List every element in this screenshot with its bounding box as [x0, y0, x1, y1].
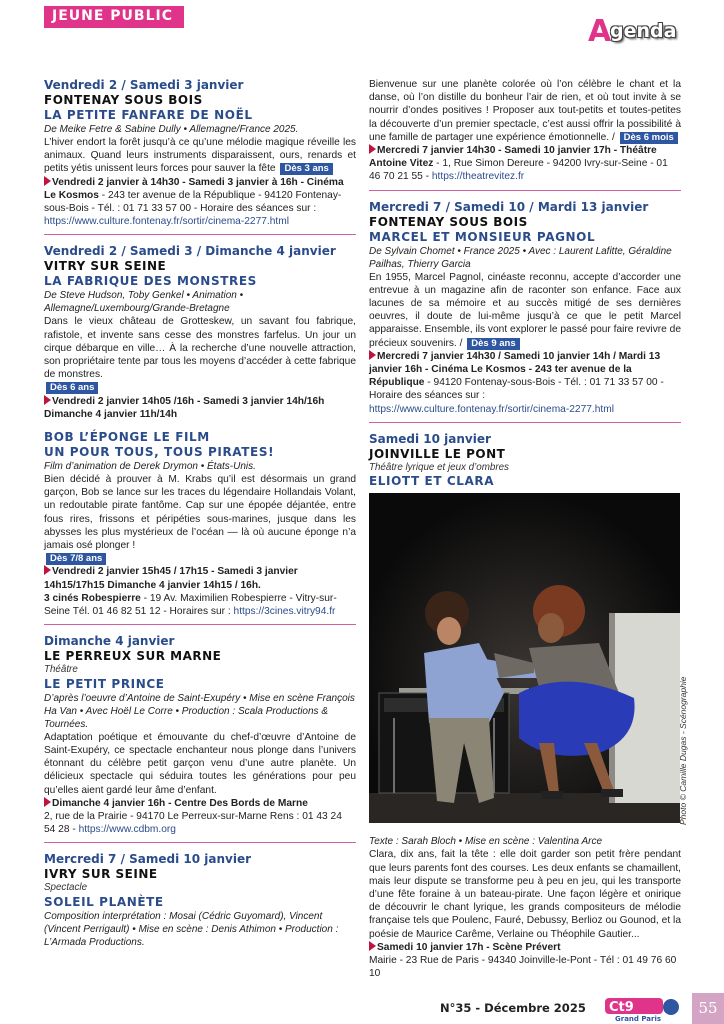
event-link[interactable]: https://theatrevitez.fr	[431, 171, 525, 183]
schedule-details: - 243 ter avenue de la République - 94120 Fontenay-sous-Bois - Tél. : 01 71 33 57 00 - Horaire des séances sur :	[44, 189, 342, 215]
venue-details: - 19 Av. Maximilien Robespierre - Vitry-sur-Seine Tél. 01 46 82 51 12 - Horaires sur :	[44, 592, 337, 618]
event-description-text: L’hiver endort la forêt jusqu’à ce qu’une mélodie magique réveille les animaux. Quand leurs instruments disparaissent, ours, renards et petits yétis unissent leurs forces pour sauver la fête	[44, 137, 356, 175]
event-description: Bien décidé à prouver à M. Krabs qu’il est désormais un grand garçon, Bob se lance sur les traces du légendaire Hollandais Volant, un redoutable pirate fantôme. Cap sur une épopée déjantée, entre fous rires, frissons et péripéties sous-marines, jusque dans les abysses les plus mystérieux de l’océan — là où aucune éponge n’a jamais osé plonger !	[44, 474, 356, 552]
event-city: JOINVILLE LE PONT	[369, 446, 506, 461]
event-eliott-clara	[369, 432, 681, 981]
agenda-logo-initial: A	[588, 14, 612, 49]
event-link[interactable]: https://www.cdbm.org	[78, 824, 176, 836]
event-schedule	[44, 797, 356, 810]
venue-details: 2, rue de la Prairie - 94170 Le Perreux-sur-Marne Rens : 01 43 24 54 28 -	[44, 811, 342, 836]
agenda-logo	[588, 14, 688, 54]
photo-credit	[678, 675, 694, 825]
event-date: Mercredi 7 / Samedi 10 janvier	[44, 852, 252, 867]
event-link[interactable]: https://www.culture.fontenay.fr/sortir/cinema-2277.html	[369, 403, 614, 415]
event-link[interactable]: https://www.culture.fontenay.fr/sortir/cinema-2277.html	[44, 216, 289, 228]
arrow-icon	[369, 350, 376, 360]
divider	[44, 234, 356, 235]
issue-number: N°35 - Décembre 2025	[440, 1001, 586, 1015]
event-petit-prince	[44, 634, 356, 836]
logo-sub-text: Grand Paris	[615, 1015, 662, 1022]
event-credits: Composition interprétation : Mosai (Cédric Guyomard), Vincent (Vincent Perrigault) • Mise en scène : Denis Athimon • Production : L’Armada Productions.	[44, 910, 339, 948]
event-description: Adaptation poétique et émouvante du chef-d’œuvre d’Antoine de Saint-Exupéry, ce spectacle enchanteur nous plonge dans l’univers étonnant du célèbre petit garçon venu d’une autre planète. Un délicieux spectacle qui séduira toutes les générations pour peu qu’elles aient gardé leur âme d’enfant.	[44, 731, 356, 796]
event-venue: Mairie - 23 Rue de Paris - 94340 Joinville-le-Pont - Tél : 01 49 76 60 10	[369, 954, 677, 980]
event-credits: De Steve Hudson, Toby Genkel • Animation • Allemagne/Luxembourg/Grande-Bretagne	[44, 290, 244, 315]
event-city: LE PERREUX SUR MARNE	[44, 649, 222, 664]
stage-photo-illustration	[369, 493, 680, 823]
event-venue	[44, 810, 356, 836]
event-schedule	[44, 565, 356, 591]
event-schedule	[44, 395, 356, 421]
event-date: Samedi 10 janvier	[369, 431, 491, 446]
schedule-details: - 94120 Fontenay-sous-Bois - Tél. : 01 71 33 57 00 - Horaire des séances sur :	[369, 377, 664, 402]
event-soleil-planete	[44, 852, 356, 949]
schedule-bold: Vendredi 2 janvier à 14h30 - Samedi 3 janvier à 16h - Cinéma Le Kosmos	[44, 176, 344, 201]
schedule-bold: Vendredi 2 janvier 15h45 / 17h15 - Samedi 3 janvier 14h15/17h15 Dimanche 4 janvier 14h15 / 16h.	[44, 566, 298, 591]
event-soleil-planete-cont	[369, 78, 681, 184]
schedule-bold: Mercredi 7 janvier 14h30 - Samedi 10 janvier 17h - Théâtre Antoine Vitez	[369, 145, 657, 170]
arrow-icon	[44, 395, 51, 405]
schedule-bold: Vendredi 2 janvier 14h05 /16h - Samedi 3 janvier 14h/16h Dimanche 4 janvier 11h/14h	[44, 395, 325, 420]
logo-main-text: Ct9	[609, 1000, 634, 1015]
schedule-details: - 1, Rue Simon Dereure - 94200 Ivry-sur-Seine - 01 46 70 21 55 -	[369, 158, 668, 183]
age-row	[44, 381, 356, 394]
event-title: SOLEIL PLANÈTE	[44, 894, 164, 909]
schedule-bold: Samedi 10 janvier 17h - Scène Prévert	[377, 941, 561, 953]
event-description: Clara, dix ans, fait la tête : elle doit garder son petit frère pendant que leurs parents font des courses. Les deux enfants se chamaillent, mais leur dispute se transforme peu à peu en jeu, qui les transporte d’une fête foraine à un bateau-pirate. Une façon légère et onirique de découvrir le chant lyrique, les grands compositeurs de mélodie française tels que Poulenc, Fauré, Debussy, Berlioz ou Gounod, et la poésie de Maurice Carême, Verlaine ou Théophile Gautier...	[369, 849, 681, 940]
event-bob-eponge	[44, 430, 356, 618]
event-credits: D’après l’oeuvre d’Antoine de Saint-Exupéry • Mise en scène François Ha Van • Avec Hoël Le Corre • Production : Scala Productions & Tournées.	[44, 692, 355, 730]
venue-name: 3 cinés Robespierre	[44, 592, 141, 604]
divider	[369, 422, 681, 423]
event-city: VITRY SUR SEINE	[44, 259, 167, 274]
left-column	[44, 78, 356, 949]
event-genre: Théâtre	[44, 664, 78, 676]
schedule-bold: Mercredi 7 janvier 14h30 / Samedi 10 janvier 14h / Mardi 13 janvier 16h - Cinéma Le Kosmos - 243 ter avenue de la République	[369, 350, 661, 389]
event-city: FONTENAY SOUS BOIS	[44, 93, 203, 107]
schedule-bold: Dimanche 4 janvier 16h - Centre Des Bords de Marne	[52, 797, 308, 809]
event-description: Dans le vieux château de Grotteskew, un savant fou fabrique, rafistole, et invente sans cesse des monstres farfelus. Un jour un cirque débarque en ville… À la recherche d’une nouvelle attraction, son propriétaire tente par tous les moyens d’accéder à cette fabrique de monstres.	[44, 316, 356, 381]
age-badge: Dès 3 ans	[280, 163, 332, 175]
event-title: LA PETITE FANFARE DE NOËL	[44, 108, 253, 122]
event-city: FONTENAY SOUS BOIS	[369, 214, 528, 229]
divider	[369, 190, 681, 191]
event-description-text: En 1955, Marcel Pagnol, cinéaste reconnu, accepte d’accorder une entrevue à un magazine afin de raconter son enfance. Face aux lacunes de sa mémoire et au succès mitigé de ses dernières oeuvres, il doute de lui-même jusqu’à ce que le petit Marcel apparaisse. Ensemble, ils vont explorer le passé pour faire revivre de précieux souvenirs. /	[369, 271, 682, 349]
divider	[44, 624, 356, 625]
magazine-logo	[605, 996, 681, 1022]
event-genre: Spectacle	[44, 882, 88, 894]
event-fabrique-monstres	[44, 244, 356, 421]
arrow-icon	[369, 144, 376, 154]
age-row	[44, 552, 356, 565]
age-badge: Dès 9 ans	[467, 338, 519, 350]
age-badge: Dès 6 ans	[46, 382, 98, 394]
event-credits: Texte : Sarah Bloch • Mise en scène : Valentina Arce	[369, 836, 603, 848]
event-title: LA FABRIQUE DES MONSTRES	[44, 274, 257, 289]
arrow-icon	[369, 941, 376, 951]
event-link[interactable]: https://3cines.vitry94.fr	[233, 606, 336, 618]
event-credits: De Meike Fetre & Sabine Dully • Allemagne/France 2025.	[44, 124, 299, 135]
event-marcel-pagnol	[369, 200, 681, 416]
event-schedule	[369, 144, 681, 184]
event-subtitle: UN POUR TOUS, TOUS PIRATES!	[44, 445, 275, 460]
event-photo	[369, 493, 680, 823]
magazine-logo-graphic	[605, 996, 681, 1022]
event-description	[44, 136, 356, 176]
event-title: MARCEL ET MONSIEUR PAGNOL	[369, 229, 596, 244]
event-venue	[44, 592, 356, 618]
event-schedule	[369, 350, 681, 416]
photo-credit-text: Photo © Camille Dugas - Scénographie	[678, 676, 688, 825]
event-genre: Théâtre lyrique et jeux d’ombres	[369, 461, 509, 473]
event-credits: De Sylvain Chomet • France 2025 • Avec : Laurent Lafitte, Géraldine Pailhas, Thierry Garcia	[369, 245, 672, 270]
event-description-text: Bienvenue sur une planète colorée où l’on célèbre le chant et la danse, où l’on distille du bonheur l’air de rien, et où tout invite à se nourrir d’ondes positives ! Proposer aux tout-petits et toutes-petites la découverte d’un premier spectacle, c’est aussi offrir la possibilité à une famille de partager une expérience émotionnelle. /	[369, 79, 681, 143]
event-date: Vendredi 2 / Samedi 3 / Dimanche 4 janvier	[44, 244, 336, 259]
event-schedule	[369, 941, 681, 954]
event-date: Mercredi 7 / Samedi 10 / Mardi 13 janvier	[369, 199, 649, 214]
event-description	[369, 78, 681, 144]
event-description	[369, 271, 681, 350]
agenda-logo-rest: genda	[610, 20, 677, 42]
age-badge: Dès 6 mois	[620, 132, 678, 144]
event-title: LE PETIT PRINCE	[44, 676, 165, 691]
divider	[44, 842, 356, 843]
event-schedule	[44, 176, 356, 229]
event-date: Vendredi 2 / Samedi 3 janvier	[44, 78, 244, 92]
event-title: BOB L’ÉPONGE LE FILM	[44, 430, 210, 445]
event-credits: Film d’animation de Derek Drymon • États-Unis.	[44, 461, 256, 473]
event-petite-fanfare	[44, 78, 356, 228]
section-tag: JEUNE PUBLIC	[44, 6, 184, 28]
page-number: 55	[692, 993, 724, 1024]
arrow-icon	[44, 176, 51, 186]
arrow-icon	[44, 797, 51, 807]
event-title: ELIOTT ET CLARA	[369, 474, 495, 489]
event-city: IVRY SUR SEINE	[44, 867, 158, 882]
age-badge: Dès 7/8 ans	[46, 553, 106, 565]
event-date: Dimanche 4 janvier	[44, 634, 175, 649]
right-column	[369, 78, 681, 980]
arrow-icon	[44, 565, 51, 575]
